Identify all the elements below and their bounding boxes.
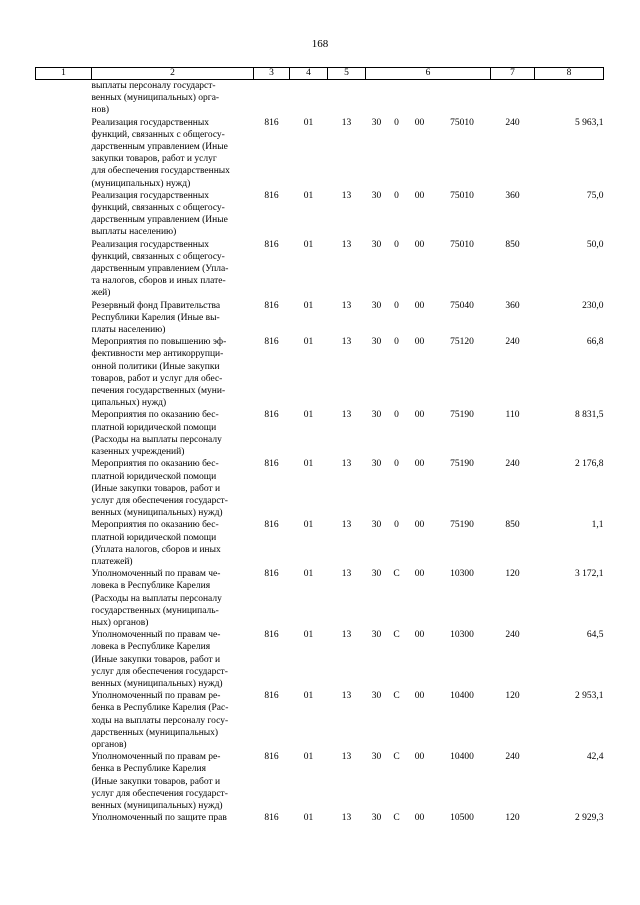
code-column-4: 01 [303,813,314,824]
text-line: Резервный фонд Правительства [91,300,221,311]
text-line: Реализация государственных [91,190,210,201]
header-row [36,68,604,80]
target-code-part-1: 30 [371,459,382,470]
text-line: платной юридической помощи [91,532,217,543]
target-code-part-4: 10500 [450,813,474,824]
code-column-5: 13 [341,569,352,580]
text-line: Уполномоченный по защите прав [91,813,227,824]
empty-cell [36,190,92,239]
empty-cell [36,117,92,190]
code-column-5: 13 [341,117,352,128]
expense-type-code: 240 [505,459,520,470]
target-code-part-1: 30 [371,117,382,128]
text-line: Реализация государственных [91,117,210,128]
target-code-part-2: 0 [394,117,399,128]
text-line: Мероприятия по повышению эф- [91,337,227,348]
target-code-part-4: 75010 [450,117,474,128]
text-line: венных (муниципальных) нужд) [91,678,223,689]
target-code-part-2: С [393,813,400,824]
text-line: товаров, работ и услуг для обес- [91,373,223,384]
target-code-part-2: С [393,752,400,763]
code-column-3: 816 [264,239,279,250]
target-code-part-1: 30 [371,190,382,201]
target-code-part-1: 30 [371,239,382,250]
row-name [92,458,254,519]
target-code-part-2: С [393,691,400,702]
target-code-part-2: С [393,569,400,580]
text-line: (муниципальных) нужд) [91,178,191,189]
column-header: 5 [328,68,366,80]
target-code-part-1: 30 [371,752,382,763]
text-line: платежей) [91,556,133,567]
code-column-4: 01 [303,300,314,311]
text-line: платной юридической помощи [91,471,217,482]
target-code-part-1: 30 [371,300,382,311]
empty-cell [36,690,92,751]
target-code-part-3: 00 [414,752,425,763]
code-column-3: 816 [264,337,279,348]
expense-type-code: 120 [505,569,520,580]
code-column-5: 13 [341,300,352,311]
target-code-part-4: 10400 [450,691,474,702]
target-code-part-1: 30 [371,691,382,702]
target-code-part-4: 75190 [450,520,474,531]
table-row [36,629,604,690]
code-column-5: 13 [341,630,352,641]
code-column-4: 01 [303,337,314,348]
code-column-4: 01 [303,190,314,201]
row-name [92,117,254,190]
text-line: (Уплата налогов, сборов и иных [91,544,221,555]
text-line: Уполномоченный по правам ре- [91,691,221,702]
text-line: дарственным управлением (Иные [91,215,228,226]
target-code-part-2: 0 [394,300,399,311]
table-row [36,300,604,337]
text-line: органов) [91,739,127,750]
expense-type-code: 850 [505,520,520,531]
target-code-part-3: 00 [414,190,425,201]
amount: 75,0 [586,190,604,201]
target-code-part-4: 75120 [450,337,474,348]
code-column-4: 01 [303,569,314,580]
text-line: дарственных (муниципальных) [91,727,219,738]
column-header: 6 [366,68,491,80]
target-code-part-1: 30 [371,520,382,531]
code-column-4: 01 [303,117,314,128]
text-line: услуг для обеспечения государст- [91,788,228,799]
target-code-part-2: 0 [394,337,399,348]
table-row [36,568,604,629]
expense-type-code: 360 [505,190,520,201]
text-line: Мероприятия по оказанию бес- [91,520,219,531]
row-name [92,190,254,239]
target-code-part-3: 00 [414,337,425,348]
table-row [36,409,604,458]
amount: 66,8 [586,337,604,348]
column-header: 4 [290,68,328,80]
text-line: венных (муниципальных) орга- [91,93,220,104]
target-code-part-3: 00 [414,459,425,470]
code-column-3: 816 [264,569,279,580]
text-line: ходы на выплаты персоналу госу- [91,715,229,726]
target-code-part-2: 0 [394,459,399,470]
target-code-part-4: 75010 [450,190,474,201]
amount: 1,1 [591,520,604,531]
text-line: услуг для обеспечения государст- [91,495,228,506]
row-name [92,519,254,568]
code-column-5: 13 [341,691,352,702]
empty-cell [36,239,92,300]
column-header: 1 [36,68,92,80]
table-row [36,690,604,751]
text-line: ных) органов) [91,617,149,628]
code-column-4: 01 [303,752,314,763]
row-name [92,812,254,824]
table-row [36,117,604,190]
target-code-part-2: 0 [394,239,399,250]
text-line: та налогов, сборов и иных плате- [91,276,226,287]
row-name [92,336,254,409]
text-line: услуг для обеспечения государст- [91,666,228,677]
empty-cell [36,519,92,568]
target-code-part-2: 0 [394,190,399,201]
text-line: Реализация государственных [91,239,210,250]
row-name [92,239,254,300]
target-code-part-1: 30 [371,410,382,421]
code-column-5: 13 [341,752,352,763]
text-line: бенка в Республике Карелия (Рас- [91,703,229,714]
amount: 42,4 [586,752,604,763]
code-column-3: 816 [264,459,279,470]
code-column-5: 13 [341,813,352,824]
code-column-3: 816 [264,813,279,824]
text-line: государственных (муниципаль- [91,605,219,616]
empty-cell [36,300,92,337]
target-code-part-4: 10300 [450,630,474,641]
expense-type-code: 240 [505,752,520,763]
text-line: ловека в Республике Карелия [91,642,211,653]
text-line: функций, связанных с общегосу- [91,251,225,262]
code-column-4: 01 [303,410,314,421]
amount: 2 929,3 [575,813,604,824]
target-code-part-4: 75040 [450,300,474,311]
text-line: жей) [91,288,111,299]
empty-cell [36,751,92,812]
table-body [36,80,604,825]
code-column-3: 816 [264,410,279,421]
target-code-part-1: 30 [371,337,382,348]
table-row [36,239,604,300]
text-line: выплаты населению) [91,227,177,238]
text-line: выплаты персоналу государст- [91,81,216,91]
text-line: Уполномоченный по правам че- [91,569,221,580]
text-line: дарственным управлением (Упла- [91,264,229,275]
text-line: венных (муниципальных) нужд) [91,508,223,519]
empty-cell [36,629,92,690]
code-column-5: 13 [341,520,352,531]
target-code-part-3: 00 [414,520,425,531]
text-line: ципальных) нужд) [91,398,167,409]
column-header: 3 [254,68,290,80]
target-code-part-2: 0 [394,520,399,531]
target-code-part-3: 00 [414,300,425,311]
amount: 2 176,8 [575,459,604,470]
text-line: Мероприятия по оказанию бес- [91,459,219,470]
expense-type-code: 240 [505,630,520,641]
text-line: Уполномоченный по правам ре- [91,752,221,763]
text-line: казенных учреждений) [91,447,185,458]
amount: 8 831,5 [575,410,604,421]
code-column-3: 816 [264,300,279,311]
code-column-4: 01 [303,459,314,470]
code-column-5: 13 [341,410,352,421]
code-column-5: 13 [341,190,352,201]
target-code-part-3: 00 [414,239,425,250]
table-row [36,190,604,239]
budget-table [35,67,604,824]
target-code-part-1: 30 [371,813,382,824]
text-line: Уполномоченный по правам че- [91,630,221,641]
text-line: функций, связанных с общегосу- [91,129,225,140]
table-row [36,751,604,812]
amount: 50,0 [586,239,604,250]
empty-cell [36,409,92,458]
expense-type-code: 360 [505,300,520,311]
row-name [92,751,254,812]
target-code-part-2: 0 [394,410,399,421]
table-row [36,519,604,568]
code-column-4: 01 [303,630,314,641]
empty-cell [36,812,92,824]
code-column-5: 13 [341,459,352,470]
text-line: закупки товаров, работ и услуг [91,154,217,165]
text-line: (Расходы на выплаты персоналу [91,434,222,445]
code-column-5: 13 [341,239,352,250]
text-line: нов) [91,105,109,116]
text-line: дарственным управлением (Иные [91,142,228,153]
target-code-part-2: С [393,630,400,641]
target-code-part-4: 10400 [450,752,474,763]
amount: 3 172,1 [575,569,604,580]
table-row [36,812,604,824]
table-row [36,458,604,519]
empty-cell [36,568,92,629]
code-column-5: 13 [341,337,352,348]
column-header: 7 [491,68,535,80]
target-code-part-4: 75190 [450,410,474,421]
expense-type-code: 120 [505,813,520,824]
expense-type-code: 850 [505,239,520,250]
code-column-4: 01 [303,520,314,531]
target-code-part-4: 75190 [450,459,474,470]
text-line: (Иные закупки товаров, работ и [91,654,221,665]
column-header: 2 [92,68,254,80]
code-column-3: 816 [264,190,279,201]
text-line: (Расходы на выплаты персоналу [91,593,222,604]
page-number: 168 [311,38,329,50]
text-line: ловека в Республике Карелия [91,581,211,592]
expense-type-code: 120 [505,691,520,702]
code-column-3: 816 [264,630,279,641]
target-code-part-1: 30 [371,569,382,580]
text-line: венных (муниципальных) нужд) [91,800,223,811]
target-code-part-3: 00 [414,691,425,702]
continuation-row [36,80,604,117]
text-line: платы населению) [91,325,166,336]
expense-type-code: 240 [505,117,520,128]
expense-type-code: 240 [505,337,520,348]
target-code-part-4: 10300 [450,569,474,580]
row-name [92,300,254,337]
expense-type-code: 110 [505,410,520,421]
row-name [92,568,254,629]
text-line: фективности мер антикоррупци- [91,349,224,360]
target-code-part-4: 75010 [450,239,474,250]
code-column-3: 816 [264,752,279,763]
table-row [36,336,604,409]
text-line: Мероприятия по оказанию бес- [91,410,219,421]
code-column-3: 816 [264,520,279,531]
amount: 64,5 [586,630,604,641]
target-code-part-3: 00 [414,410,425,421]
text-line: функций, связанных с общегосу- [91,203,225,214]
amount: 2 953,1 [575,691,604,702]
row-name [92,690,254,751]
text-line: печения государственных (муни- [91,386,226,397]
code-column-3: 816 [264,117,279,128]
text-line: платной юридической помощи [91,422,217,433]
amount: 230,0 [582,300,604,311]
text-line: Республики Карелия (Иные вы- [91,312,220,323]
text-line: (Иные закупки товаров, работ и [91,483,221,494]
amount: 5 963,1 [575,117,604,128]
target-code-part-3: 00 [414,630,425,641]
target-code-part-3: 00 [414,813,425,824]
text-line: онной политики (Иные закупки [91,361,220,372]
text-line: для обеспечения государственных [91,166,230,177]
code-column-4: 01 [303,239,314,250]
text-line: бенка в Республике Карелия [91,764,206,775]
code-column-4: 01 [303,691,314,702]
row-name [92,629,254,690]
continuation-text [92,80,254,117]
target-code-part-3: 00 [414,117,425,128]
empty-cell [36,458,92,519]
code-column-3: 816 [264,691,279,702]
target-code-part-3: 00 [414,569,425,580]
column-header: 8 [535,68,604,80]
row-name [92,409,254,458]
text-line: (Иные закупки товаров, работ и [91,776,221,787]
empty-cell [36,336,92,409]
target-code-part-1: 30 [371,630,382,641]
